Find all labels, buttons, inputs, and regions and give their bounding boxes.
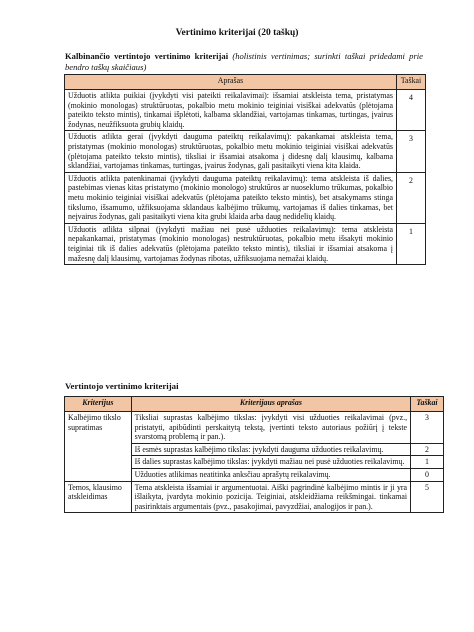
header-description: Aprašas bbox=[65, 75, 397, 90]
row-description: Iš dalies suprastas kalbėjimo tikslas: įvykdyti mažiau nei pusė užduoties reikalavimų. bbox=[131, 456, 410, 469]
table-row bbox=[65, 223, 426, 264]
row-points: 4 bbox=[397, 90, 426, 131]
section2-heading: Vertintojo vertinimo kriterijai bbox=[65, 381, 179, 391]
criterion-name: Temos, klausimo atskleidimas bbox=[65, 481, 132, 513]
header-points: Taškai bbox=[397, 75, 426, 90]
table-row bbox=[65, 90, 426, 131]
criteria-table-1 bbox=[64, 74, 426, 265]
row-description: Tiksliai suprastas kalbėjimo tikslas: įvykdyti visi užduoties reikalavimai (pvz., pristatyti, apibūdinti perskaitytą tekstą, įvertinti teksto autoriaus požiūrį į tekste svarstomą problemą ir pan.). bbox=[131, 412, 410, 444]
criteria-table-2 bbox=[64, 396, 444, 513]
row-points: 2 bbox=[411, 443, 444, 456]
header-criterion: Kriterijus bbox=[65, 397, 132, 412]
section1-heading bbox=[65, 51, 423, 73]
row-points: 5 bbox=[411, 481, 444, 513]
row-description: Užduoties atlikimas neatitinka anksčiau aprašytų reikalavimų. bbox=[131, 468, 410, 481]
header-criterion-description: Kriterijaus aprašas bbox=[131, 397, 410, 412]
row-points: 1 bbox=[411, 456, 444, 469]
row-points: 0 bbox=[411, 468, 444, 481]
row-description: Tema atskleista išsamiai ir argumentuotai. Aiški pagrindinė kalbėjimo mintis ir ji yra išlaikyta, įvardyta mokinio pozicija. Teiginiai, atskleidžiama reikšmingai. tinkamai pasirinktais argumentais (pvz., pasakojimai, pavyzdžiai, analogijos ir pan.). bbox=[131, 481, 410, 513]
row-description: Iš esmės suprastas kalbėjimo tikslas: įvykdyti dauguma užduoties reikalavimų. bbox=[131, 443, 410, 456]
row-description: Užduotis atlikta silpnai (įvykdyti mažiau nei pusė užduoties reikalavimų): tema atskleista nepakankamai, pristatymas (mokinio monologas) nestruktūruotas, pokalbio metu išsakyti mokinio teiginiai tik iš dalies adekvatūs (plėtojama pateikto teksto mintis), tiksliai ir išsamiai atsakoma į mažesnę dalį klausimų, vartojamas žodynas ribotas, užfiksuojama nemažai klaidų. bbox=[65, 223, 397, 264]
table-row bbox=[65, 131, 426, 172]
row-points: 3 bbox=[411, 412, 444, 444]
row-description: Užduotis atlikta gerai (įvykdyti dauguma pateiktų reikalavimų): pakankamai atskleista tema, pristatymas (mokinio monologas) struktūruotas, pokalbio metu mokinio teiginiai visiškai adekvatūs (plėtojama pateikto teksto mintis), tiksliai ir išsamiai atsakoma į didesnę dalį klausimų, kalbama sklandžiai, vartojamas tinkamas, turtingas, įvairus žodynas, gali pasitaikyti viena kita klaida. bbox=[65, 131, 397, 172]
table-header-row bbox=[65, 75, 426, 90]
row-points: 1 bbox=[397, 223, 426, 264]
row-description: Užduotis atlikta puikiai (įvykdyti visi pateikti reikalavimai): išsamiai atskleista tema, pristatymas (mokinio monologas) struktūruotas, pokalbio metu mokinio teiginiai visiškai adekvatūs (plėtojama pateikto teksto mintis), tinkamai išplėtoti, kalbama sklandžiai, vartojamas tinkamas, turtingas, įvairus žodynas, neužfiksuota grubių klaidų. bbox=[65, 90, 397, 131]
section1-heading-bold: Kalbinančio vertintojo vertinimo kriterijai bbox=[65, 51, 229, 61]
table-row bbox=[65, 172, 426, 223]
table-row bbox=[65, 481, 444, 513]
header-points: Taškai bbox=[411, 397, 444, 412]
row-description: Užduotis atlikta patenkinamai (įvykdyti dauguma pateiktų reikalavimų): tema atskleista iš dalies, pastebimas vienas kitas pristatymo (mokinio monologo) struktūros ar nuoseklumo trūkumas, pokalbio metu mokinio teiginiai visiškai adekvatūs (plėtojama pateikto teksto mintis), bet atsakymams stinga tikslumo, išsamumo, užfiksuojama sklandaus kalbėjimo trūkumų, vartojamas iš dalies tinkamas, bet neįvairus žodynas, gali pasitaikyti viena kita grubi klaida arba daug nedidelių klaidų. bbox=[65, 172, 397, 223]
table-header-row bbox=[65, 397, 444, 412]
page-title: Vertinimo kriterijai (20 taškų) bbox=[175, 28, 299, 38]
table-row bbox=[65, 412, 444, 444]
row-points: 2 bbox=[397, 172, 426, 223]
row-points: 3 bbox=[397, 131, 426, 172]
criterion-name: Kalbėjimo tikslo supratimas bbox=[65, 412, 132, 482]
section1-heading-note: (holistinis vertinimas; surinkti taškai pridedami prie bendro taškų skaičiaus) bbox=[65, 51, 423, 72]
